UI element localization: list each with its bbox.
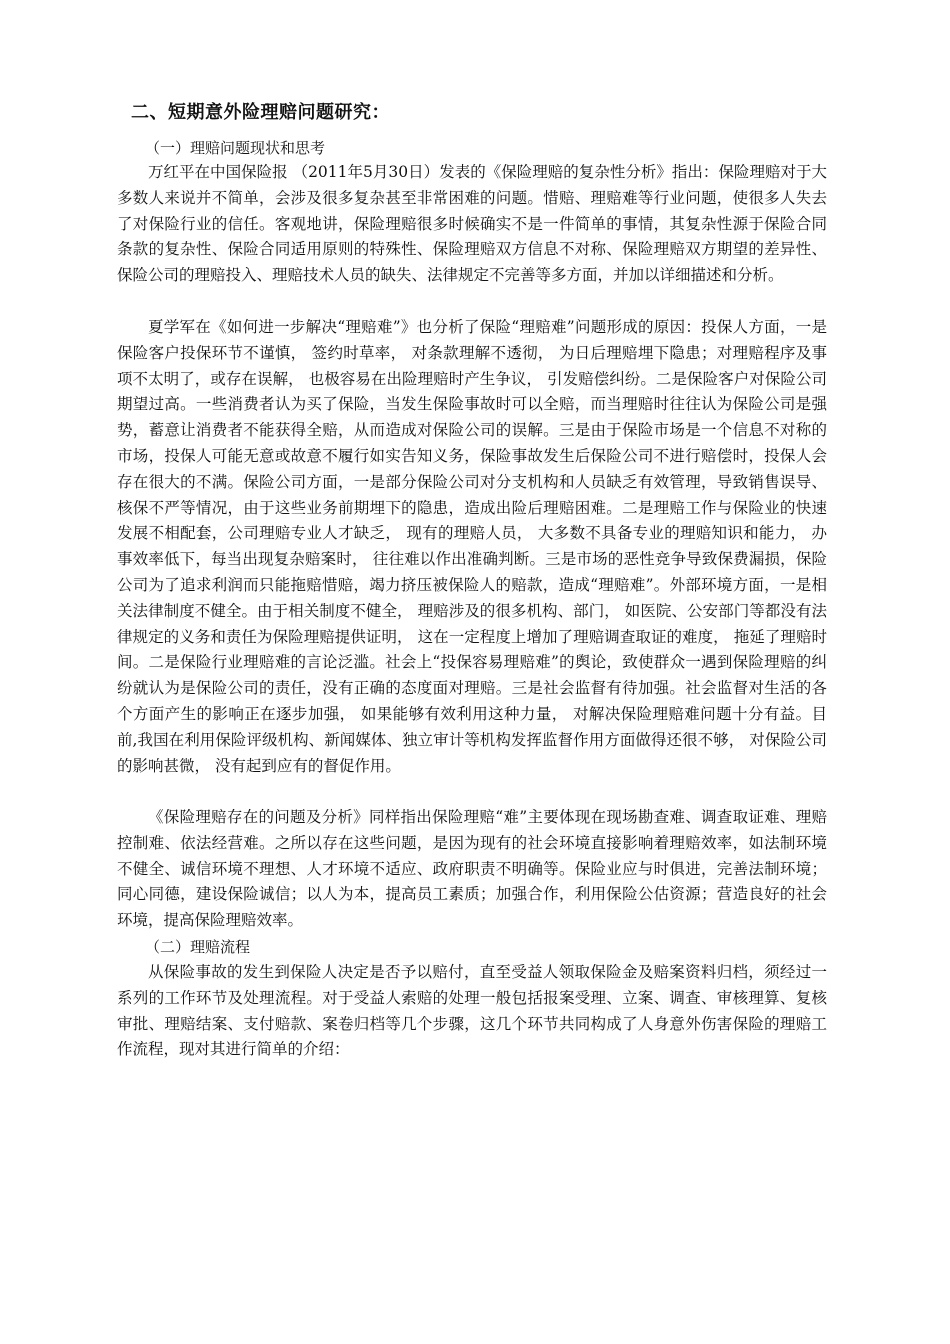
paragraph-claim-problems-analysis: 《保险理赔存在的问题及分析》同样指出保险理赔“难”主要体现在现场勘查难、调查取证难、理赔控制难、依法经营难。之所以存在这些问题，是因为现有的社会环境直接影响着理赔效率，如法制环境不健全、诚信环境不理想、人才环境不适应、政府职责不明确等。保险业应与时俱进，完善法制环境；同心同德，建设保险诚信；以人为本，提高员工素质；加强合作，利用保险公估资源；营造良好的社会环境，提高保险理赔效率。 [117,808,827,930]
paragraph-complexity-analysis: 万红平在中国保险报 （2011年5月30日）发表的《保险理赔的复杂性分析》指出：保险理赔对于大多数人来说并不简单，会涉及很多复杂甚至非常困难的问题。惜赔、理赔难等行业问题，使很多人失去了对保险行业的信任。客观地讲，保险理赔很多时候确实不是一件简单的事情，其复杂性源于保险合同条款的复杂性、保险合同适用原则的特殊性、保险理赔双方信息不对称、保险理赔双方期望的差异性、保险公司的理赔投入、理赔技术人员的缺失、法律规定不完善等多方面，并加以详细描述和分析。 [117,163,827,285]
section-heading: 二、短期意外险理赔问题研究： [131,102,390,123]
paragraph-claim-process-intro: 从保险事故的发生到保险人决定是否予以赔付，直至受益人领取保险金及赔案资料归档，须经过一系列的工作环节及处理流程。对于受益人索赔的处理一般包括报案受理、立案、调查、审核理算、复核审批、理赔结案、支付赔款、案卷归档等几个步骤，这几个环节共同构成了人身意外伤害保险的理赔工作流程，现对其进行简单的介绍： [117,963,827,1059]
subsection-title-current-status: （一）理赔问题现状和思考 [145,139,326,157]
paragraph-claim-difficulty-causes: 夏学军在《如何进一步解决“理赔难”》也分析了保险“理赔难”问题形成的原因：投保人方面，一是保险客户投保环节不谨慎， 签约时草率， 对条款理解不透彻， 为日后理赔埋下隐患；对理赔程序及事项不太明了，或存在误解， 也极容易在出险理赔时产生争议， 引发赔偿纠纷。二是保险客户对保险公司期望过高。一些消费者认为买了保险，当发生保险事故时可以全赔，而当理赔时往往认为保险公司是强势，蓄意让消费者不能获得全赔，从而造成对保险公司的误解。三是由于保险市场是一个信息不对称的市场，投保人可能无意或故意不履行如实告知义务，保险事故发生后保险公司不进行赔偿时，投保人会存在很大的不满。保险公司方面，一是部分保险公司对分支机构和人员缺乏有效管理，导致销售误导、核保不严等情况，由于这些业务前期埋下的隐患，造成出险后理赔困难。二是理赔工作与保险业的快速发展不相配套，公司理赔专业人才缺乏， 现有的理赔人员， 大多数不具备专业的理赔知识和能力， 办事效率低下，每当出现复杂赔案时， 往往难以作出准确判断。三是市场的恶性竞争导致保费漏损，保险公司为了追求利润而只能拖赔惜赔，竭力挤压被保险人的赔款，造成“理赔难”。外部环境方面，一是相关法律制度不健全。由于相关制度不健全， 理赔涉及的很多机构、部门， 如医院、公安部门等都没有法律规定的义务和责任为保险理赔提供证明， 这在一定程度上增加了理赔调查取证的难度， 拖延了理赔时间。二是保险行业理赔难的言论泛滥。社会上“投保容易理赔难”的舆论，致使群众一遇到保险理赔的纠纷就认为是保险公司的责任，没有正确的态度面对理赔。三是社会监督有待加强。社会监督对生活的各个方面产生的影响正在逐步加强， 如果能够有效利用这种力量， 对解决保险理赔难问题十分有益。目前,我国在利用保险评级机构、新闻媒体、独立审计等机构发挥监督作用方面做得还很不够， 对保险公司的影响甚微， 没有起到应有的督促作用。 [117,318,827,775]
subsection-title-claim-process: （二）理赔流程 [145,938,251,956]
